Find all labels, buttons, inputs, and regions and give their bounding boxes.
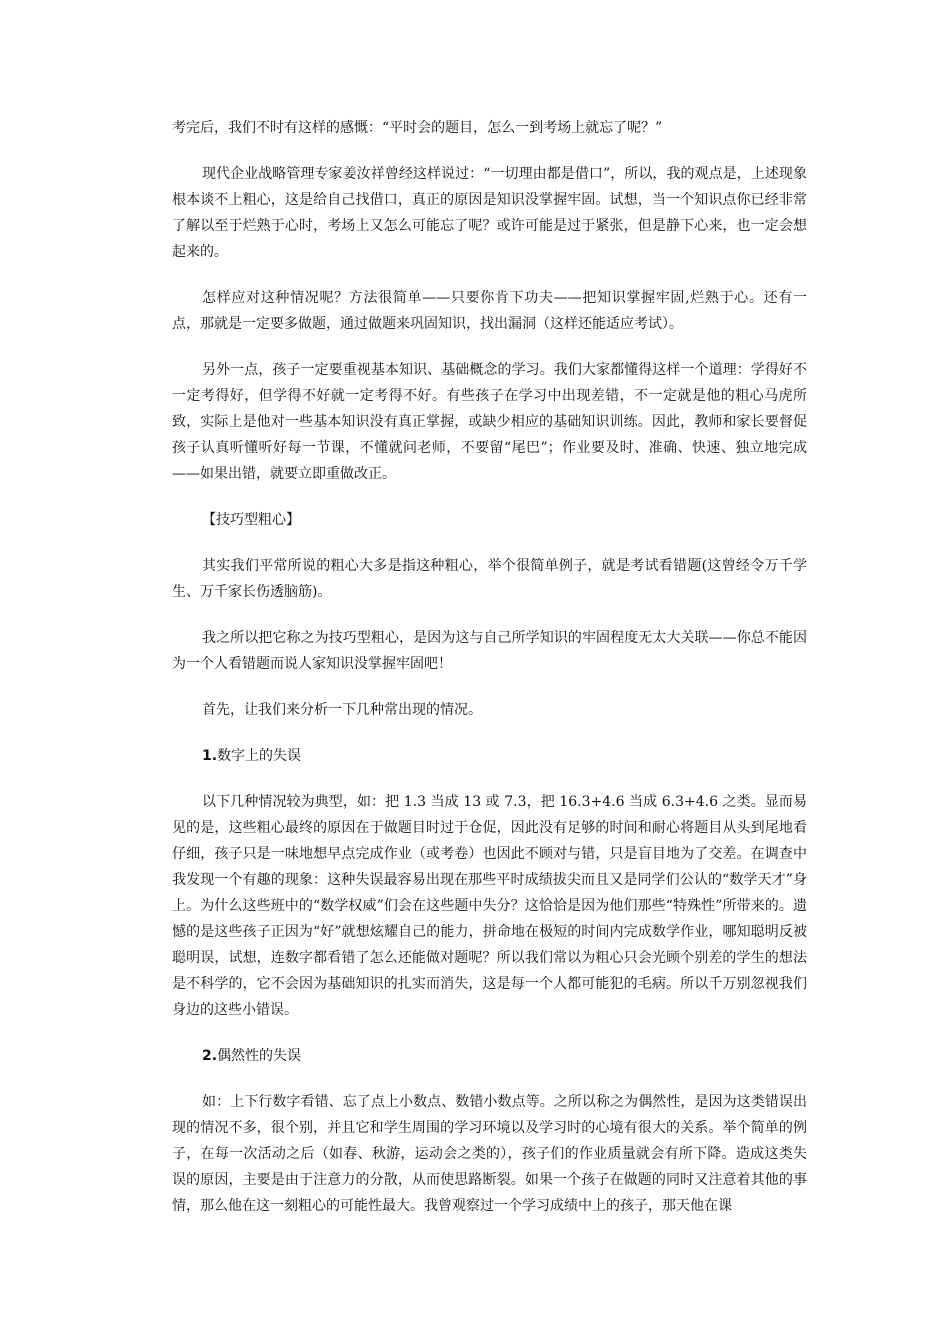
document-page (172, 115, 807, 1219)
paragraph-9: 如：上下行数字看错、忘了点上小数点、数错小数点等。之所以称之为偶然性，是因为这类错误出现的情况不多，很个别，并且它和学生周围的学习环境以及学习时的心境有很大的关系。举个简单的例子，在每一次活动之后（如春、秋游，运动会之类的），孩子们的作业质量就会有所下降。造成这类失误的原因，主要是由于注意力的分散，从而使思路断裂。如果一个孩子在做题的同时又注意着其他的事情，那么他在这一刻粗心的可能性最大。我曾观察过一个学习成绩中上的孩子，那天他在课 (172, 1094, 807, 1214)
subheading-1-text: 数字上的失误 (217, 748, 302, 764)
paragraph-5: 其实我们平常所说的粗心大多是指这种粗心，举个很简单例子，就是考试看错题(这曾经令万千学生、万千家长伤透脑筋)。 (172, 558, 807, 600)
paragraph-3: 怎样应对这种情况呢？方法很简单——只要你肯下功夫——把知识掌握牢固,烂熟于心。还有一点，那就是一定要多做题，通过做题来巩固知识，找出漏洞（这样还能适应考试）。 (172, 290, 807, 332)
paragraph-8: 以下几种情况较为典型，如：把 1.3 当成 13 或 7.3，把 16.3+4.6 当成 6.3+4.6 之类。显而易见的是，这些粗心最终的原因在于做题目时过于仓促，因此没有足够的时间和耐心将题目从头到尾地看仔细，孩子只是一味地想早点完成作业（或考卷）也因此不顾对与错，只是盲目地为了交差。在调查中我发现一个有趣的现象：这种失误最容易出现在那些平时成绩拔尖而且又是同学们公认的“数学天才”身上。为什么这些班中的“数学权威”们会在这些题中失分？这恰恰是因为他们那些“特殊性”所带来的。遗憾的是这些孩子正因为“好”就想炫耀自己的能力，拼命地在极短的时间内完成数学作业，哪知聪明反被聪明误，试想，连数字都看错了怎么还能做对题呢？所以我们常以为粗心只会光顾个别差的学生的想法是不科学的，它不会因为基础知识的扎实而消失，这是每一个人都可能犯的毛病。所以千万别忽视我们身边的这些小错误。 (172, 794, 807, 1018)
paragraph-7: 首先，让我们来分析一下几种常出现的情况。 (202, 702, 482, 718)
subheading-2-text: 偶然性的失误 (217, 1048, 302, 1064)
paragraph-1: 考完后，我们不时有这样的感慨：“平时会的题目，怎么一到考场上就忘了呢？” (172, 120, 663, 136)
section-heading: 【技巧型粗心】 (202, 512, 300, 528)
paragraph-4: 另外一点，孩子一定要重视基本知识、基础概念的学习。我们大家都懂得这样一个道理：学得好不一定考得好，但学得不好就一定考得不好。有些孩子在学习中出现差错，不一定就是他的粗心马虎所致，实际上是他对一些基本知识没有真正掌握，或缺少相应的基础知识训练。因此，教师和家长要督促孩子认真听懂听好每一节课，不懂就问老师，不要留“尾巴”；作业要及时、准确、快速、独立地完成——如果出错，就要立即重做改正。 (172, 362, 807, 482)
subheading-1-number: 1. (202, 748, 218, 764)
subheading-2-number: 2. (202, 1048, 218, 1064)
paragraph-6: 我之所以把它称之为技巧型粗心，是因为这与自己所学知识的牢固程度无太大关联——你总不能因为一个人看错题而说人家知识没掌握牢固吧！ (172, 630, 807, 672)
subheading-2 (172, 1043, 807, 1069)
paragraph-2: 现代企业战略管理专家姜汝祥曾经这样说过：“一切理由都是借口”，所以，我的观点是，上述现象根本谈不上粗心，这是给自己找借口，真正的原因是知识没掌握牢固。试想，当一个知识点你已经非常了解以至于烂熟于心时，考场上又怎么可能忘了呢？或许可能是过于紧张，但是静下心来，也一定会想起来的。 (172, 166, 807, 260)
subheading-1 (172, 743, 807, 769)
